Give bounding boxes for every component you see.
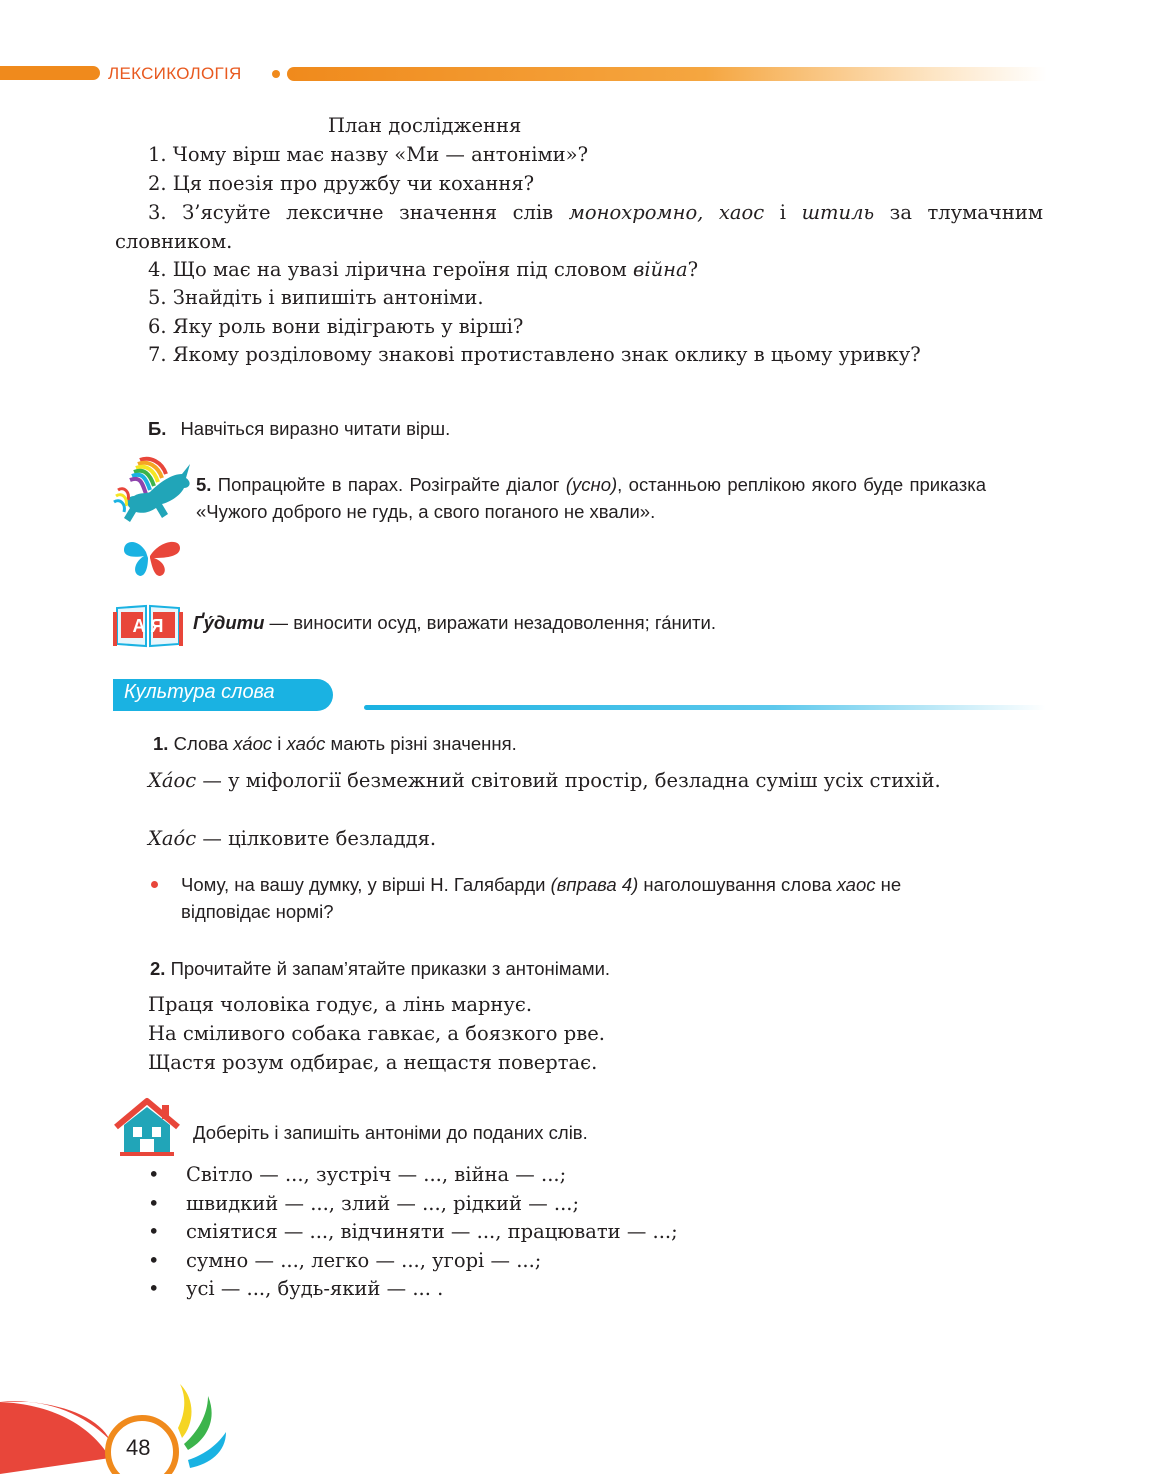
homework-item: • Світло — ..., зустріч — ..., війна — ...; [148,1161,678,1190]
header-bar-left [0,66,100,80]
homework-item: • швидкий — ..., злий — ..., рідкий — ...; [148,1190,678,1219]
proverb-2: На сміливого собака гавкає, а боязкого рве. [148,1022,605,1045]
plan-item-2: 2. Ця поезія про дружбу чи кохання? [148,172,535,195]
header-bar-right [287,67,1047,81]
footer-swoosh [0,1340,240,1474]
plan-item-4: 4. Що має на увазі лірична героїня під словом війна? [148,258,699,281]
homework-text: Доберіть і запишіть антоніми до поданих слів. [193,1122,588,1143]
task-5: 5. Попрацюйте в парах. Розіграйте діалог (усно), останньою реплікою якого буде приказка «Чужого доброго не гудь, а свого поганого не хвали». [196,474,986,522]
proverb-1: Праця чоловіка годує, а лінь марнує. [148,993,533,1016]
plan-item-3: 3. З’ясуйте лексичне значення слів монохромно, хаос і штиль за тлумачним словником. [115,201,1043,253]
task-b: Б. Навчіться виразно читати вірш. [148,418,451,439]
bullet-dot [151,881,158,888]
culture-definition-2: Хао́с — цілковите безладдя. [148,827,437,850]
dictionary-letters: А Я [132,616,164,636]
dictionary-book-icon [113,600,183,650]
plan-item-1: 1. Чому вірш має назву «Ми — антоніми»? [148,143,589,166]
culture-label: Культура слова [124,681,275,703]
culture-divider [364,705,1046,710]
culture-item-1: 1. Слова ха́ос і хао́с мають різні значення. [153,733,517,754]
plan-item-7: 7. Якому розділовому знакові протиставлено знак оклику в цьому уривку? [148,343,921,366]
proverb-3: Щастя розум одбирає, а нещастя повертає. [148,1051,598,1074]
culture-definition-1: Ха́ос — у міфології безмежний світовий простір, безладна суміш усіх стихій. [148,769,941,792]
plan-item-5: 5. Знайдіть і випишіть антоніми. [148,286,484,309]
dictionary-entry: Ґу́дити — виносити осуд, виражати незадоволення; га́нити. [193,612,716,633]
homework-item: • усі — ..., будь-який — ... . [148,1275,678,1304]
culture-item-2: 2. Прочитайте й запам’ятайте приказки з антонімами. [150,958,611,979]
homework-list [148,1161,678,1304]
header-dot [272,70,280,78]
plan-item-6: 6. Яку роль вони відіграють у вірші? [148,315,524,338]
homework-item: • сумно — ..., легко — ..., угорі — ...; [148,1247,678,1276]
page-number: 48 [126,1435,151,1460]
homework-item: • сміятися — ..., відчиняти — ..., працювати — ...; [148,1218,678,1247]
culture-question: Чому, на вашу думку, у вірші Н. Галябарди (вправа 4) наголошування слова хаос не відповідає нормі? [181,874,902,922]
plan-title: План дослідження [328,114,522,137]
unicorn-pair-work-icon [110,452,202,582]
section-title: ЛЕКСИКОЛОГІЯ [108,64,242,83]
home-icon [112,1097,182,1157]
